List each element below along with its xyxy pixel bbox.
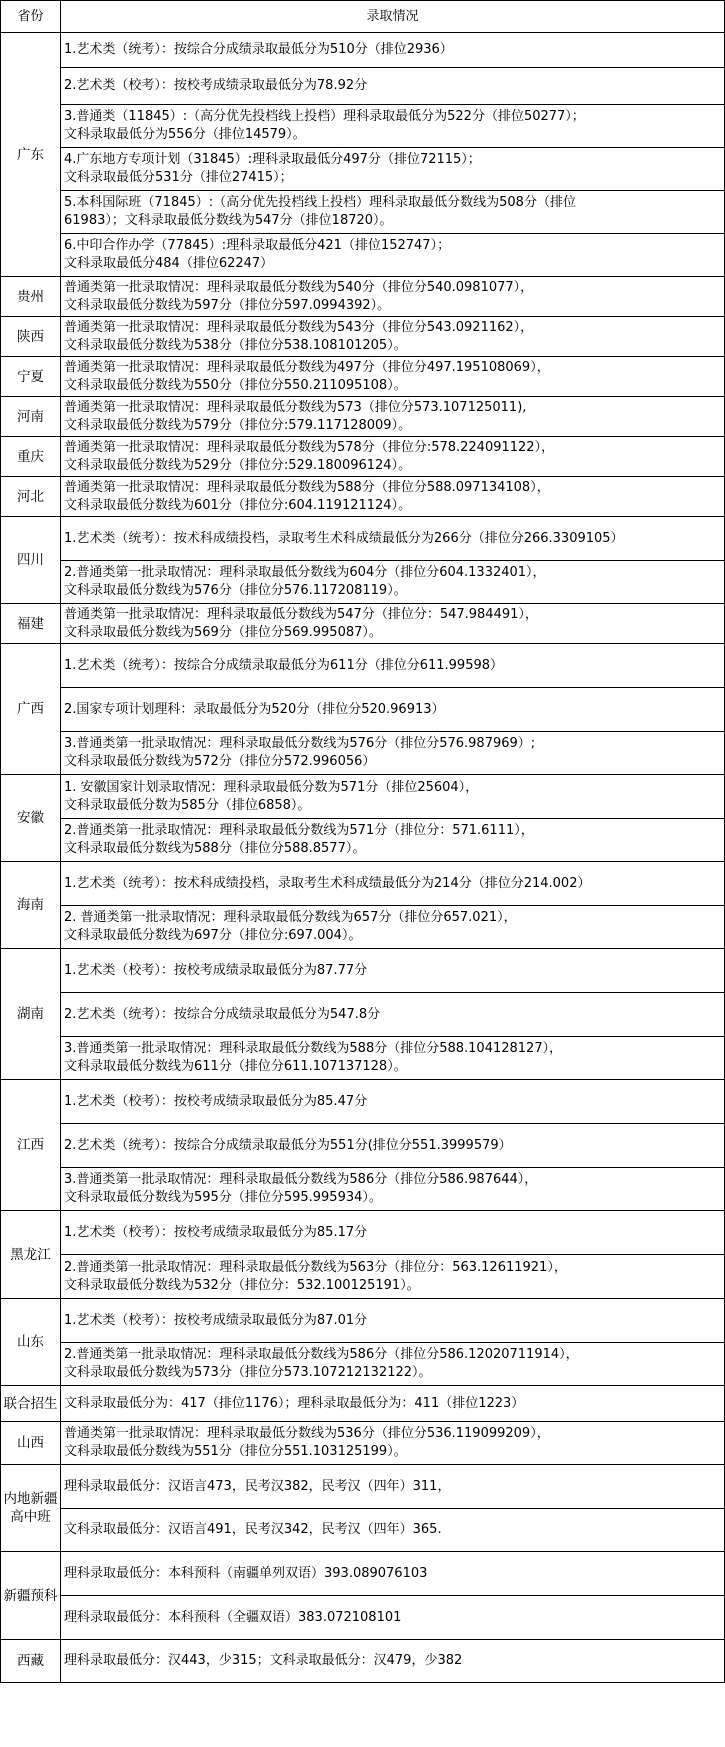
- table-row: [1, 148, 725, 191]
- table-row: [1, 949, 725, 993]
- admission-detail-line: 3.普通类第一批录取情况：理科录取最低分数线为588分（排位分588.104128127），: [64, 1041, 563, 1056]
- admission-detail-cell: [61, 644, 725, 688]
- admission-detail-line: 文科录取最低分数线为588分（排位分588.8577）。: [64, 841, 366, 856]
- table-row: [1, 688, 725, 732]
- admission-detail-cell: [61, 1037, 725, 1080]
- admission-detail-line: 2.艺术类（统考）：按综合分成绩录取最低分为547.8分: [64, 1006, 381, 1022]
- table-row: [1, 397, 725, 437]
- admission-detail-line: 普通类第一批录取情况：理科录取最低分数线为578分（排位分:578.224091122），: [64, 439, 555, 455]
- table-row: [1, 1124, 725, 1168]
- province-cell: 贵州: [1, 277, 61, 317]
- admission-detail-line: 文科录取最低分数线为551分（排位分551.103125199）。: [64, 1444, 407, 1459]
- admission-detail-cell: [61, 1640, 725, 1683]
- admission-detail-line: 文科录取最低分数线为550分（排位分550.211095108）。: [64, 377, 407, 393]
- admission-detail-line: 文科录取最低分：汉语言491，民考汉342，民考汉（四年）365.: [64, 1522, 442, 1537]
- table-row: [1, 191, 725, 234]
- province-cell: 河北: [1, 477, 61, 517]
- admission-detail-line: 文科录取最低分为556分（排位14579）。: [64, 127, 306, 142]
- province-cell: 安徽: [1, 775, 61, 862]
- province-cell: 陕西: [1, 317, 61, 357]
- admission-detail-cell: [61, 437, 725, 477]
- table-row: [1, 1596, 725, 1640]
- admission-detail-cell: [61, 1168, 725, 1211]
- admission-detail-line: 1.艺术类（校考）：按校考成绩录取最低分为87.77分: [64, 962, 368, 978]
- table-row: [1, 1037, 725, 1080]
- province-cell: 江西: [1, 1080, 61, 1211]
- admission-detail-cell: [61, 1255, 725, 1299]
- admission-detail-line: 文科录取最低分数线为529分（排位分:529.180096124）。: [64, 457, 412, 473]
- table-row: [1, 317, 725, 357]
- table-row: [1, 277, 725, 317]
- table-row: [1, 604, 725, 644]
- province-cell: 山西: [1, 1422, 61, 1465]
- admission-detail-cell: [61, 1211, 725, 1255]
- table-row: [1, 234, 725, 277]
- admission-detail-cell: [61, 68, 725, 105]
- table-row: [1, 1465, 725, 1509]
- admission-detail-line: 普通类第一批录取情况：理科录取最低分数线为588分（排位分588.097134108），: [64, 479, 550, 495]
- admission-detail-line: 1.艺术类（统考）：按术科成绩投档，录取考生术科成绩最低分为214分（排位分214.002）: [64, 875, 591, 891]
- admission-detail-line: 文科录取最低分数线为576分（排位分576.117208119）。: [64, 583, 407, 598]
- admission-detail-line: 文科录取最低分数线为572分（排位分572.996056）: [64, 754, 376, 769]
- admission-detail-line: 2.普通类第一批录取情况：理科录取最低分数线为586分（排位分586.12020711914），: [64, 1347, 579, 1362]
- table-row: [1, 1299, 725, 1343]
- admission-detail-line: 理科录取最低分：汉语言473，民考汉382，民考汉（四年）311，: [64, 1478, 451, 1494]
- admission-detail-line: 2.普通类第一批录取情况：理科录取最低分数线为571分（排位分：571.6111），: [64, 823, 534, 838]
- admission-detail-cell: [61, 1422, 725, 1465]
- table-row: [1, 1343, 725, 1386]
- admission-detail-line: 文科录取最低分为：417（排位1176）；理科录取最低分为：411（排位1223）: [64, 1395, 525, 1411]
- table-row: [1, 775, 725, 819]
- admission-detail-line: 3.普通类第一批录取情况：理科录取最低分数线为576分（排位分576.987969）;: [64, 736, 536, 751]
- admission-detail-line: 文科录取最低分数线为573分（排位分573.107212132122）。: [64, 1365, 432, 1380]
- table-row: [1, 819, 725, 862]
- admission-detail-line: 文科录取最低分数线为601分（排位分:604.119121124）。: [64, 497, 412, 513]
- province-cell: 西藏: [1, 1640, 61, 1683]
- table-row: [1, 517, 725, 561]
- admission-detail-cell: [61, 1299, 725, 1343]
- admission-detail-cell: [61, 1509, 725, 1552]
- province-cell: 湖南: [1, 949, 61, 1080]
- admission-detail-line: 文科录取最低分数为585分（排位6858）。: [64, 797, 311, 813]
- table-row: [1, 1255, 725, 1299]
- admission-detail-line: 文科录取最低分数线为597分（排位分597.0994392）。: [64, 297, 391, 313]
- province-cell: 新疆预科: [1, 1552, 61, 1640]
- admission-detail-line: 文科录取最低分484（排位62247）: [64, 256, 274, 271]
- province-column-header: 省份: [1, 1, 61, 33]
- admission-detail-line: 2.普通类第一批录取情况：理科录取最低分数线为604分（排位分604.1332401），: [64, 565, 546, 580]
- admission-detail-cell: [61, 819, 725, 862]
- admission-detail-line: 1.艺术类（统考）：按术科成绩投档，录取考生术科成绩最低分为266分（排位分266.3309105）: [64, 530, 624, 546]
- admission-detail-line: 文科录取最低分数线为611分（排位分611.107137128）。: [64, 1059, 407, 1074]
- province-cell: 广东: [1, 33, 61, 277]
- admission-detail-cell: [61, 993, 725, 1037]
- province-cell: 四川: [1, 517, 61, 604]
- admission-detail-cell: [61, 775, 725, 819]
- admission-detail-cell: [61, 148, 725, 191]
- admission-detail-line: 理科录取最低分：汉443，少315；文科录取最低分：汉479，少382: [64, 1653, 463, 1668]
- table-row: [1, 993, 725, 1037]
- admission-detail-cell: [61, 1552, 725, 1596]
- admission-detail-line: 1.艺术类（校考）：按校考成绩录取最低分为85.17分: [64, 1224, 368, 1240]
- admission-detail-cell: [61, 277, 725, 317]
- admission-detail-cell: [61, 1343, 725, 1386]
- admission-detail-line: 4.广东地方专项计划（31845）:理科录取最低分497分（排位72115）；: [64, 152, 481, 167]
- province-cell: 山东: [1, 1299, 61, 1386]
- admission-detail-cell: [61, 191, 725, 234]
- admission-detail-cell: [61, 477, 725, 517]
- table-header-row: [1, 1, 725, 33]
- province-cell: 海南: [1, 862, 61, 949]
- admission-detail-line: 61983）；文科录取最低分数线为547分（排位18720）。: [64, 213, 393, 228]
- admission-detail-line: 普通类第一批录取情况：理科录取最低分数线为497分（排位分497.195108069），: [64, 359, 550, 375]
- province-cell: 黑龙江: [1, 1211, 61, 1299]
- admission-detail-cell: [61, 1465, 725, 1509]
- province-cell: 福建: [1, 604, 61, 644]
- admission-detail-cell: [61, 906, 725, 949]
- table-row: [1, 357, 725, 397]
- admission-detail-cell: [61, 397, 725, 437]
- admission-detail-line: 普通类第一批录取情况：理科录取最低分数线为543分（排位分543.0921162），: [64, 319, 534, 335]
- admission-detail-cell: [61, 317, 725, 357]
- admission-detail-line: 1.艺术类（统考）：按综合分成绩录取最低分为611分（排位分611.99598）: [64, 657, 504, 673]
- table-row: [1, 68, 725, 105]
- admission-detail-line: 文科录取最低分531分（排位27415）；: [64, 170, 293, 185]
- admission-detail-cell: [61, 357, 725, 397]
- admission-detail-line: 2. 普通类第一批录取情况：理科录取最低分数线为657分（排位分657.021），: [64, 910, 517, 925]
- admission-detail-line: 2.国家专项计划理科：录取最低分为520分（排位分520.96913）: [64, 701, 445, 717]
- table-row: [1, 1080, 725, 1124]
- admission-detail-line: 1.艺术类（校考）：按校考成绩录取最低分为87.01分: [64, 1312, 368, 1328]
- admission-detail-line: 5.本科国际班（71845）:（高分优先投档线上投档）理科录取最低分数线为508分（排位: [64, 195, 576, 210]
- table-row: [1, 437, 725, 477]
- table-row: [1, 1211, 725, 1255]
- admission-detail-cell: [61, 1386, 725, 1422]
- province-cell: 广西: [1, 644, 61, 775]
- table-row: [1, 1509, 725, 1552]
- admission-detail-line: 普通类第一批录取情况：理科录取最低分数线为573（排位分573.107125011),: [64, 399, 527, 415]
- table-row: [1, 477, 725, 517]
- admission-detail-cell: [61, 732, 725, 775]
- admission-detail-line: 普通类第一批录取情况：理科录取最低分数线为547分（排位分：547.984491），: [64, 606, 538, 622]
- table-row: [1, 1640, 725, 1683]
- province-cell: 联合招生: [1, 1386, 61, 1422]
- admission-detail-cell: [61, 33, 725, 68]
- admission-detail-line: 6.中印合作办学（77845）:理科录取最低分421（排位152747）；: [64, 238, 451, 253]
- admission-detail-line: 2.艺术类（校考）：按校考成绩录取最低分为78.92分: [64, 78, 368, 93]
- admission-detail-cell: [61, 688, 725, 732]
- table-row: [1, 644, 725, 688]
- admission-detail-cell: [61, 561, 725, 604]
- admission-detail-cell: [61, 1080, 725, 1124]
- table-row: [1, 561, 725, 604]
- admission-detail-line: 理科录取最低分：本科预科（全疆双语）383.072108101: [64, 1609, 402, 1625]
- admission-detail-line: 2.普通类第一批录取情况：理科录取最低分数线为563分（排位分：563.12611921），: [64, 1259, 567, 1275]
- admission-detail-line: 2.艺术类（统考）：按综合分成绩录取最低分为551分(排位分551.3999579）: [64, 1137, 512, 1153]
- table-row: [1, 862, 725, 906]
- table-row: [1, 1168, 725, 1211]
- table-row: [1, 1422, 725, 1465]
- result-column-header: 录取情况: [61, 1, 725, 33]
- admission-detail-line: 理科录取最低分：本科预科（南疆单列双语）393.089076103: [64, 1565, 428, 1581]
- admission-detail-line: 1.艺术类（校考）：按校考成绩录取最低分为85.47分: [64, 1093, 368, 1109]
- admission-detail-line: 文科录取最低分数线为569分（排位分569.995087）。: [64, 624, 382, 640]
- table-row: [1, 33, 725, 68]
- admission-detail-cell: [61, 604, 725, 644]
- admission-detail-line: 3.普通类（11845）:（高分优先投档线上投档）理科录取最低分为522分（排位50277）；: [64, 109, 585, 124]
- table-row: [1, 1386, 725, 1422]
- province-cell: 河南: [1, 397, 61, 437]
- admission-detail-line: 1. 安徽国家计划录取情况：理科录取最低分数为571分（排位25604），: [64, 779, 479, 795]
- admission-detail-cell: [61, 517, 725, 561]
- table-body: [1, 33, 725, 1683]
- admission-detail-cell: [61, 105, 725, 148]
- admission-detail-line: 文科录取最低分数线为532分（排位分：532.100125191）。: [64, 1277, 420, 1293]
- admission-detail-line: 3.普通类第一批录取情况：理科录取最低分数线为586分（排位分586.987644），: [64, 1172, 538, 1187]
- admission-detail-cell: [61, 1596, 725, 1640]
- admission-detail-line: 1.艺术类（统考）：按综合分成绩录取最低分为510分（排位2936）: [64, 42, 453, 57]
- table-row: [1, 906, 725, 949]
- admission-detail-line: 文科录取最低分数线为697分（排位分:697.004）。: [64, 928, 362, 943]
- table-row: [1, 732, 725, 775]
- table-row: [1, 105, 725, 148]
- admission-detail-cell: [61, 234, 725, 277]
- admission-detail-cell: [61, 949, 725, 993]
- admission-detail-cell: [61, 1124, 725, 1168]
- admission-detail-line: 普通类第一批录取情况：理科录取最低分数线为536分（排位分536.119099209），: [64, 1426, 550, 1441]
- admission-detail-cell: [61, 862, 725, 906]
- province-cell: 内地新疆高中班: [1, 1465, 61, 1552]
- province-cell: 重庆: [1, 437, 61, 477]
- admission-detail-line: 文科录取最低分数线为538分（排位分538.108101205）。: [64, 337, 407, 353]
- admission-detail-line: 普通类第一批录取情况：理科录取最低分数线为540分（排位分540.0981077），: [64, 279, 534, 295]
- admission-detail-line: 文科录取最低分数线为595分（排位分595.995934）。: [64, 1190, 382, 1205]
- admission-detail-line: 文科录取最低分数线为579分（排位分:579.117128009）。: [64, 417, 412, 433]
- table-row: [1, 1552, 725, 1596]
- province-cell: 宁夏: [1, 357, 61, 397]
